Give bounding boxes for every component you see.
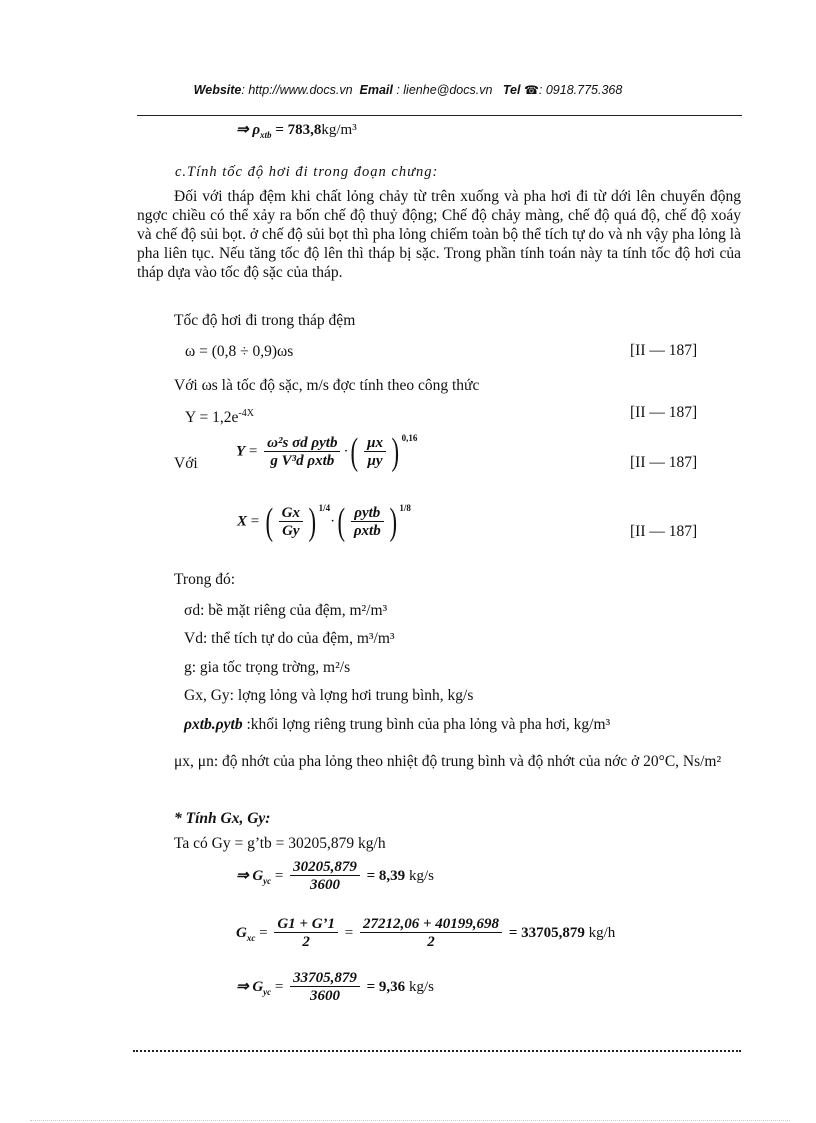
section-G-title: * Tính Gx, Gy:: [174, 810, 271, 827]
email-label: Email: [359, 83, 393, 97]
def-item: σd: bề mặt riêng của đệm, m²/m³: [184, 602, 388, 619]
where-label: Trong đó:: [174, 571, 236, 588]
phone-icon: ☎: [523, 83, 539, 97]
ref-1: [II — 187]: [630, 342, 698, 359]
eq-omega: ω = (0,8 ÷ 0,9)ωs: [185, 343, 294, 360]
def-item: g: gia tốc trọng trờng, m²/s: [184, 659, 351, 676]
footer-divider: [133, 1050, 741, 1052]
paragraph-mu: μx, μn: độ nhớt của pha lỏng theo nhiệt độ trung bình và độ nhớt của nớc ở 20°C, Ns/m²: [174, 753, 722, 770]
paragraph-1: Đối với tháp đệm khi chất lỏng chảy từ trên xuống và pha hơi đi từ dới lên chuyển động ngợc chiều có thể xảy ra bốn chế độ thuỷ động; Chế độ chảy màng, chế độ quá độ, chế độ xoáy và chế độ sủi bọt. ở chế độ sủi bọt thì pha lỏng chiếm toàn bộ thể tích tự do và nh vậy pha lỏng là pha liên tục. Nếu tăng tốc độ lên thì tháp bị sặc. Trong phần tính toán này ta tính tốc độ hơi của tháp dựa vào tốc độ sặc của tháp.: [137, 188, 741, 281]
eq-rho: ⇒ $\rho_{xtb} = 783,8kg/m^3$: [236, 122, 357, 140]
header-divider: [137, 115, 742, 116]
eq-Y-full: Y = $\frac{\text{ω²s σd ρytb}}{\text{g V³d ρxtb}}$ ·( $\frac{\mu x}{\mu y}$ ) $^{0,16}$: [236, 431, 418, 473]
website-value[interactable]: : http://www.docs.vn: [241, 83, 353, 97]
ref-4: [II — 187]: [630, 523, 698, 540]
eq-Y-simple: $Y = 1,2e^{-4X}$: [185, 408, 254, 427]
def-item: ρxtb.ρytb :khối lợng riêng trung bình của pha lỏng và pha hơi, kg/m³: [184, 716, 611, 733]
ref-3: [II — 187]: [630, 454, 698, 471]
eq-G3: ⇒ $G_{yc}$ = $\frac{33705,879}{3600}$ = 9,36 kg/s: [236, 970, 434, 1004]
email-value[interactable]: : lienhe@docs.vn: [392, 83, 493, 97]
ref-2: [II — 187]: [630, 404, 698, 421]
tel-value: : 0918.775.368: [538, 83, 623, 97]
website-label: Website: [193, 83, 242, 97]
def-item: Vd: thể tích tự do của đệm, m³/m³: [184, 630, 395, 647]
eq-G2: $G_{xc}$ = $\frac{G1 + G’1}{2}$ = $\frac{27212,06 + 40199,698}{2}$ = 33705,879 kg/h: [236, 916, 616, 950]
tel-label: Tel: [502, 83, 521, 97]
paragraph-2: Tốc độ hơi đi trong tháp đệm: [174, 312, 356, 329]
def-item: Gx, Gy: lợng lỏng và lợng hơi trung bình, kg/s: [184, 687, 474, 704]
eq-G1: ⇒ $G_{yc}$ = $\frac{30205,879}{3600}$ = 8,39 kg/s: [236, 859, 434, 893]
eq-X-full: X = ( $\frac{Gx}{Gy}$ ) $^{1/4}$·( $\frac{\text{ρytb}}{\text{ρxtb}}$ ) $^{1/8}$: [237, 501, 411, 543]
page-header: [0, 83, 816, 97]
paragraph-3: Với ωs là tốc độ sặc, m/s đợc tính theo công thức: [174, 377, 480, 394]
gy-line: Ta có Gy = g’tb = 30205,879 kg/h: [174, 835, 386, 852]
section-c-title: c.Tính tốc độ hơi đi trong đoạn chưng:: [175, 164, 439, 180]
with-label: Với: [174, 455, 198, 472]
page-edge: [30, 1120, 790, 1121]
